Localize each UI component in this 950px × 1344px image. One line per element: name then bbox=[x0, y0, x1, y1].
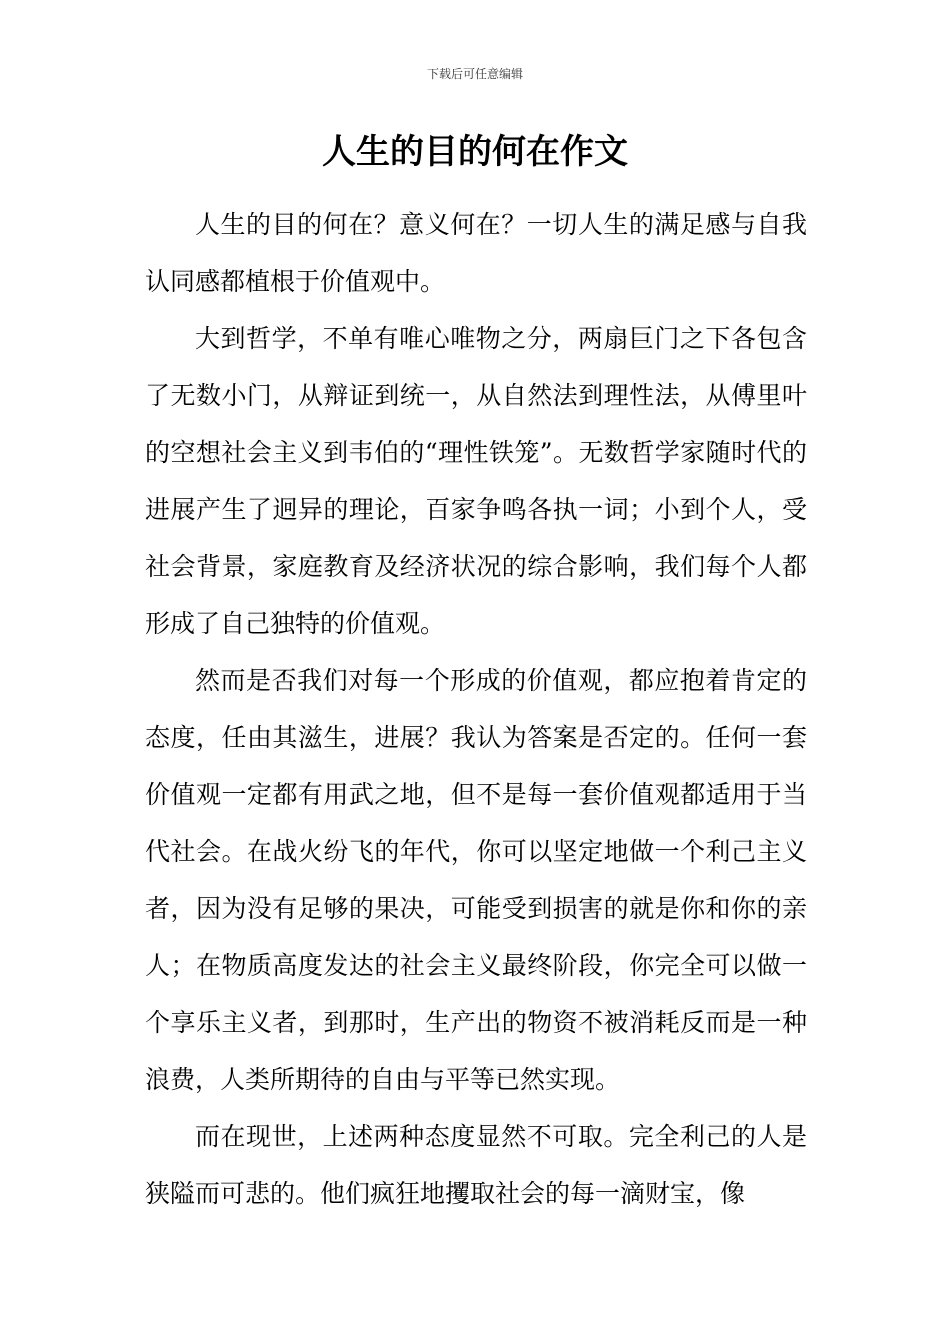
paragraph-4: 而在现世，上述两种态度显然不可取。完全利己的人是狭隘而可悲的。他们疯狂地攫取社会的每一滴财宝，像 bbox=[145, 1122, 807, 1208]
paragraph-1: 人生的目的何在？意义何在？一切人生的满足感与自我认同感都植根于价值观中。 bbox=[145, 210, 807, 296]
document-title: 人生的目的何在作文 bbox=[322, 132, 628, 172]
header-note: 下载后可任意编辑 bbox=[426, 67, 523, 81]
paragraph-2: 大到哲学，不单有唯心唯物之分，两扇巨门之下各包含了无数小门，从辩证到统一，从自然法到理性法，从傅里叶的空想社会主义到韦伯的“理性铁笼”。无数哲学家随时代的进展产生了迥异的理论，百家争鸣各执一词；小到个人，受社会背景，家庭教育及经济状况的综合影响，我们每个人都形成了自己独特的价值观。 bbox=[145, 324, 807, 638]
document-body bbox=[145, 196, 807, 1222]
paragraph-3: 然而是否我们对每一个形成的价值观，都应抱着肯定的态度，任由其滋生，进展？我认为答案是否定的。任何一套价值观一定都有用武之地，但不是每一套价值观都适用于当代社会。在战火纷飞的年代，你可以坚定地做一个利己主义者，因为没有足够的果决，可能受到损害的就是你和你的亲人；在物质高度发达的社会主义最终阶段，你完全可以做一个享乐主义者，到那时，生产出的物资不被消耗反而是一种浪费，人类所期待的自由与平等已然实现。 bbox=[145, 666, 807, 1094]
